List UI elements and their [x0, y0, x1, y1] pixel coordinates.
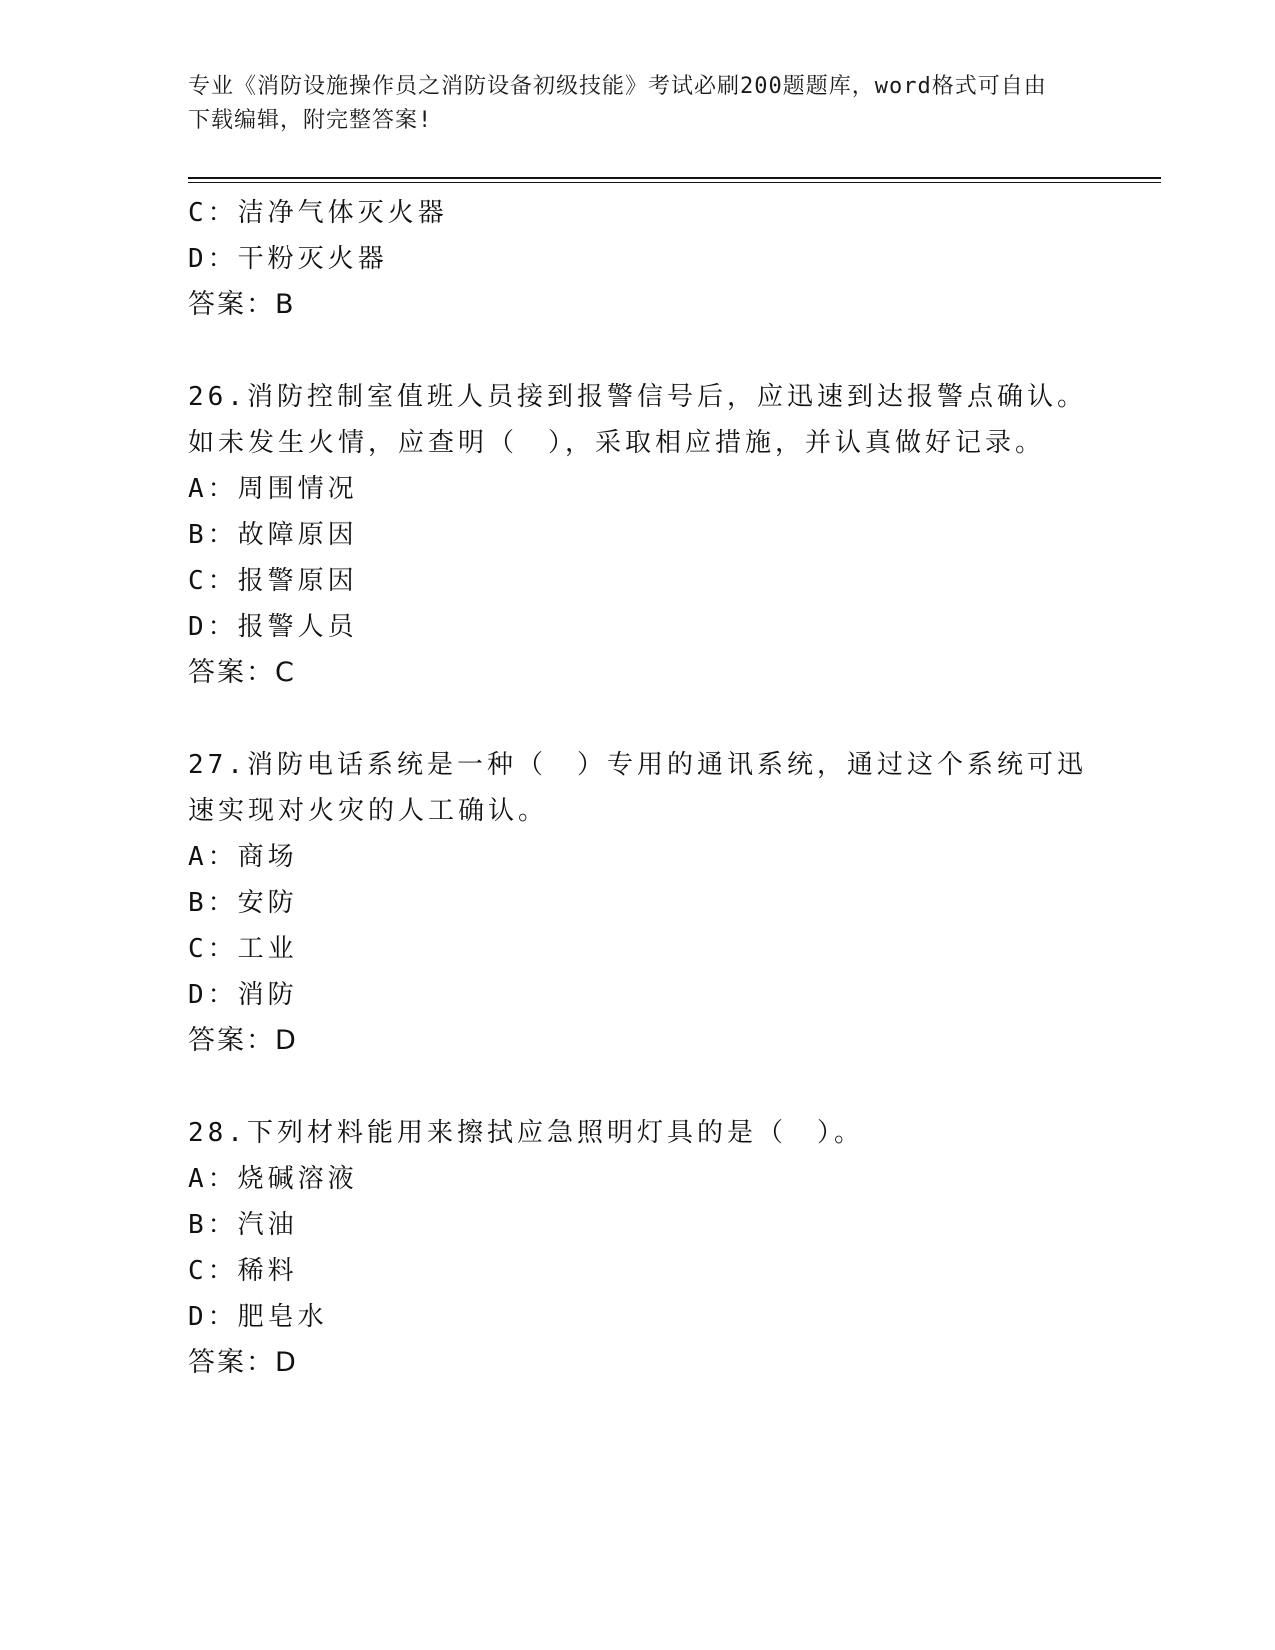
- option-d: D：干粉灭火器: [188, 244, 388, 274]
- option-d: D：消防: [188, 980, 298, 1010]
- answer-line: 答案：D: [188, 1025, 298, 1056]
- carryover-block: [188, 190, 1088, 328]
- option-c: C：报警原因: [188, 566, 358, 596]
- question-27: [188, 742, 1088, 1064]
- option-b: B：故障原因: [188, 520, 358, 550]
- question-text: 26.消防控制室值班人员接到报警信号后，应迅速到达报警点确认。如未发生火情，应查明（ ），采取相应措施，并认真做好记录。: [188, 382, 1087, 458]
- answer-line: 答案：D: [188, 1347, 298, 1378]
- option-a: A：商场: [188, 842, 298, 872]
- option-b: B：汽油: [188, 1210, 298, 1240]
- header-divider: [188, 177, 1161, 183]
- option-c: C：稀料: [188, 1256, 298, 1286]
- option-d: D：报警人员: [188, 612, 358, 642]
- option-a: A：烧碱溶液: [188, 1164, 358, 1194]
- answer-line: 答案：C: [188, 657, 296, 688]
- question-list: [188, 190, 1088, 1386]
- option-d: D：肥皂水: [188, 1302, 328, 1332]
- question-text: 28.下列材料能用来擦拭应急照明灯具的是（ ）。: [188, 1118, 864, 1148]
- question-28: [188, 1110, 1088, 1386]
- option-b: B：安防: [188, 888, 298, 918]
- question-26: [188, 374, 1088, 696]
- answer-line: 答案：B: [188, 289, 296, 320]
- page-header: 专业《消防设施操作员之消防设备初级技能》考试必刷200题题库，word格式可自由下载编辑，附完整答案!: [188, 74, 1047, 133]
- option-a: A：周围情况: [188, 474, 358, 504]
- option-c: C：洁净气体灭火器: [188, 198, 448, 228]
- question-text: 27.消防电话系统是一种（ ）专用的通讯系统，通过这个系统可迅速实现对火灾的人工确认。: [188, 750, 1087, 826]
- option-c: C：工业: [188, 934, 298, 964]
